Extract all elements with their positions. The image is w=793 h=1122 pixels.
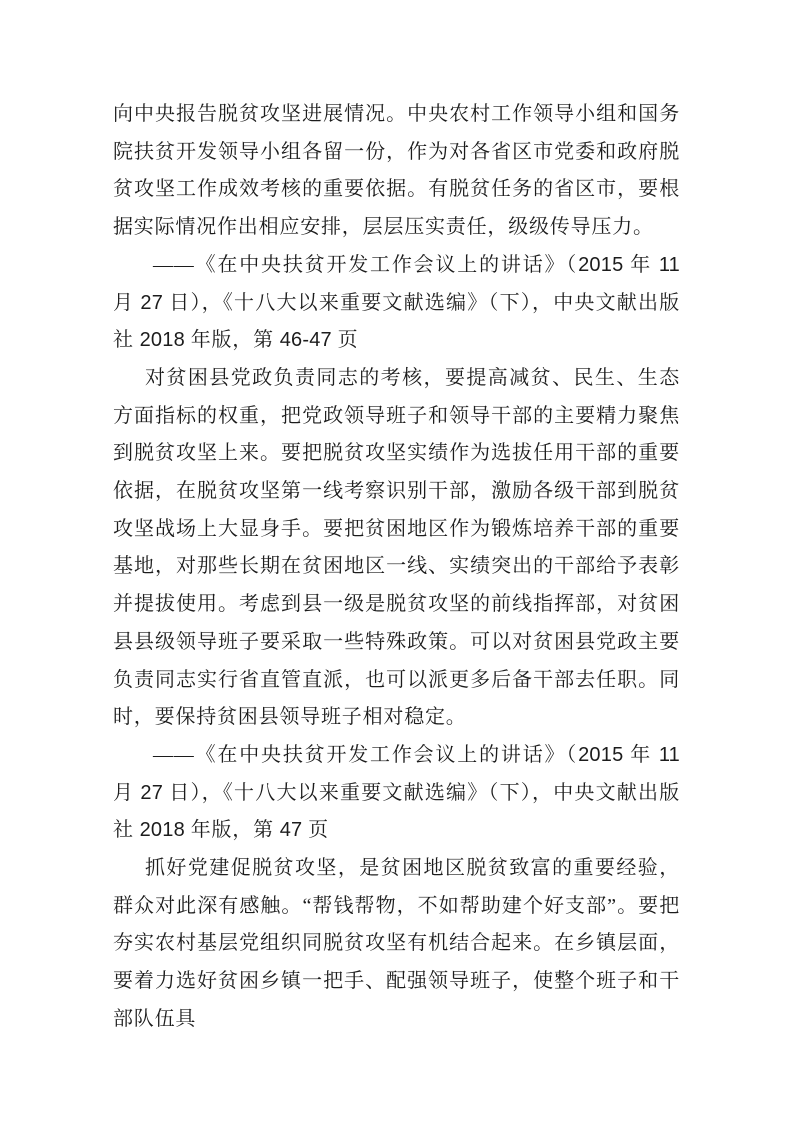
paragraph-cadre-assessment: 对贫困县党政负责同志的考核，要提高减贫、民生、生态方面指标的权重，把党政领导班子和领导干部的主要精力聚焦到脱贫攻坚上来。要把脱贫攻坚实绩作为选拔任用干部的重要依据，在脱贫攻坚第一线考察识别干部，激励各级干部到脱贫攻坚战场上大显身手。要把贫困地区作为锻炼培养干部的重要基地，对那些长期在贫困地区一线、实绩突出的干部给予表彰并提拔使用。考虑到县一级是脱贫攻坚的前线指挥部，对贫困县县级领导班子要采取一些特殊政策。可以对贫困县党政主要负责同志实行省直管直派，也可以派更多后备干部去任职。同时，要保持贫困县领导班子相对稳定。: [113, 366, 680, 729]
paragraph-continuation: 向中央报告脱贫攻坚进展情况。中央农村工作领导小组和国务院扶贫开发领导小组各留一份，作为对各省区市党委和政府脱贫攻坚工作成效考核的重要依据。有脱贫任务的省区市，要根据实际情况作出相应安排，层层压实责任，级级传导压力。: [113, 103, 680, 239]
paragraph-party-building: 抓好党建促脱贫攻坚，是贫困地区脱贫致富的重要经验，群众对此深有感触。“帮钱帮物，不如帮助建个好支部”。要把夯实农村基层党组织同脱贫攻坚有机结合起来。在乡镇层面，要着力选好贫困乡镇一把手、配强领导班子，使整个班子和干部队伍具: [113, 857, 680, 1030]
citation-source-1: ——《在中央扶贫开发工作会议上的讲话》（2015 年 11 月 27 日），《十八大以来重要文献选编》（下），中央文献出版社 2018 年版，第 46-47 页: [113, 253, 680, 352]
document-text-block: [113, 96, 680, 1039]
citation-source-2: ——《在中央扶贫开发工作会议上的讲话》（2015 年 11 月 27 日），《十八大以来重要文献选编》（下），中央文献出版社 2018 年版，第 47 页: [113, 743, 680, 842]
